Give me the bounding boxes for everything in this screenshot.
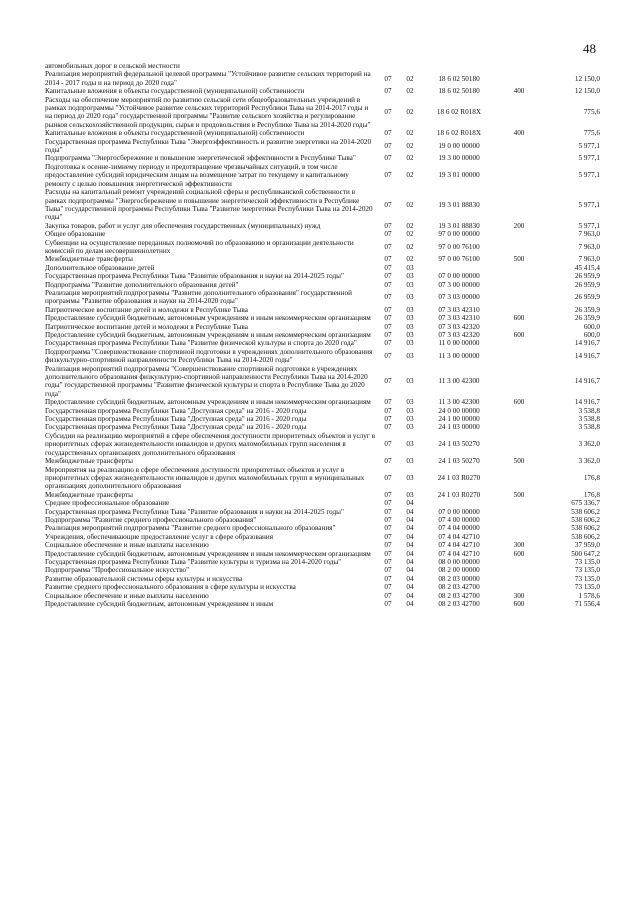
cell-pr: 03 — [406, 398, 414, 407]
table-row — [45, 558, 600, 566]
cell-vr: 600 — [513, 600, 525, 608]
cell-pr: 03 — [406, 322, 414, 331]
cell-cs: 07 3 00 00000 — [438, 280, 480, 289]
table-row — [45, 541, 600, 549]
table-row — [45, 96, 600, 130]
cell-sum: 538 606,2 — [571, 507, 600, 516]
cell-pr: 03 — [406, 406, 414, 415]
cell-pr: 02 — [406, 154, 414, 163]
cell-cs: 08 2 03 00000 — [438, 574, 480, 583]
cell-pr: 04 — [406, 557, 414, 566]
table-row — [45, 222, 600, 230]
cell-name: Расходы на капитальный ремонт учреждений социальной сферы и республиканской собственности в рамках подпрограммы "Энергосбережение и повышение энергетической эффективности в Республике Тыва" государственной программы Республики Тыва "Развитие энергетики Республики Тыва на 2014-2020 годы" — [45, 188, 373, 222]
table-row — [45, 466, 600, 491]
cell-pr: 02 — [406, 87, 414, 96]
table-row — [45, 323, 600, 331]
cell-rz: 07 — [384, 440, 392, 449]
cell-cs: 07 3 03 42320 — [438, 322, 480, 331]
cell-sum: 3 538,8 — [578, 406, 600, 415]
cell-pr: 03 — [406, 293, 414, 302]
cell-sum: 600,0 — [583, 322, 600, 331]
cell-sum: 14 916,7 — [574, 352, 600, 361]
cell-name: Подпрограмма "Развитие среднего профессионального образования" — [45, 515, 257, 524]
cell-name: Реализация мероприятий федеральной целевой программы "Устойчивое развитие сельских территорий на 2014 - 2017 годы и на период до 2020 года" — [45, 70, 371, 87]
cell-cs: 97 0 00 76100 — [438, 242, 480, 251]
cell-vr: 300 — [513, 591, 525, 600]
table-row — [45, 583, 600, 591]
cell-cs: 24 1 03 R0270 — [437, 473, 481, 482]
table-row — [45, 239, 600, 256]
cell-cs: 11 3 00 00000 — [438, 352, 480, 361]
table-row — [45, 87, 600, 95]
cell-sum: 5 977,1 — [578, 221, 600, 230]
table-row — [45, 550, 600, 558]
table-row — [45, 499, 600, 507]
cell-pr: 04 — [406, 507, 414, 516]
cell-name: Предоставление субсидий бюджетным, автономным учреждениям и иным некоммерческим организациям — [45, 549, 371, 558]
cell-sum: 7 963,0 — [578, 242, 600, 251]
cell-cs: 18 6 02 R018Х — [436, 108, 482, 117]
cell-name: Учреждения, обеспечивающие предоставление услуг в сфере образования — [45, 532, 274, 541]
cell-name: Межбюджетные трансферты — [45, 255, 133, 264]
table-row — [45, 314, 600, 322]
cell-vr: 300 — [513, 541, 525, 550]
table-row — [45, 524, 600, 532]
cell-cs: 19 3 00 00000 — [438, 154, 480, 163]
cell-name: Государственная программа Республики Тыва "Доступная среда" на 2016 - 2020 годы — [45, 423, 307, 432]
cell-pr: 03 — [406, 331, 414, 339]
cell-pr: 02 — [406, 200, 414, 209]
cell-sum: 26 359,9 — [574, 314, 600, 323]
cell-name: Государственная программа Республики Тыва "Развитие образования и науки на 2014-2025 годы" — [45, 507, 344, 516]
cell-sum: 73 135,0 — [574, 583, 600, 592]
cell-sum: 73 135,0 — [574, 557, 600, 566]
cell-pr: 04 — [406, 541, 414, 550]
cell-pr: 04 — [406, 515, 414, 524]
table-row — [45, 62, 600, 70]
table-row — [45, 264, 600, 272]
table-row — [45, 516, 600, 524]
table-row — [45, 331, 600, 339]
cell-rz: 07 — [384, 532, 392, 541]
cell-rz: 07 — [384, 415, 392, 424]
cell-vr: 500 — [513, 490, 525, 499]
cell-sum: 176,8 — [583, 490, 600, 499]
cell-pr: 04 — [406, 600, 414, 608]
cell-rz: 07 — [384, 591, 392, 600]
cell-rz: 07 — [384, 154, 392, 163]
cell-pr: 03 — [406, 473, 414, 482]
cell-cs: 24 0 00 00000 — [438, 406, 480, 415]
cell-cs: 07 3 03 00000 — [438, 293, 480, 302]
cell-vr: 400 — [513, 87, 525, 96]
cell-rz: 07 — [384, 272, 392, 281]
cell-cs: 08 2 03 42700 — [438, 591, 480, 600]
cell-pr: 03 — [406, 440, 414, 449]
cell-rz: 07 — [384, 263, 392, 272]
cell-pr: 02 — [406, 141, 414, 150]
table-row — [45, 163, 600, 188]
cell-name: Государственная программа Республики Тыва "Развитие образования и науки на 2014-2025 годы" — [45, 272, 344, 281]
table-row — [45, 600, 600, 608]
table-row — [45, 508, 600, 516]
cell-sum: 500 647,2 — [571, 549, 600, 558]
cell-rz: 07 — [384, 242, 392, 251]
cell-cs: 18 6 02 50180 — [438, 87, 480, 96]
cell-rz: 07 — [384, 305, 392, 314]
cell-sum: 14 916,7 — [574, 377, 600, 386]
cell-sum: 3 538,8 — [578, 423, 600, 432]
cell-vr: 400 — [513, 129, 525, 138]
cell-sum: 14 916,7 — [574, 339, 600, 348]
cell-pr: 04 — [406, 566, 414, 575]
cell-pr: 02 — [406, 242, 414, 251]
cell-name: Развитие среднего профессионального образования в сфере культуры и искусства — [45, 583, 296, 592]
cell-sum: 1 578,6 — [578, 591, 600, 600]
cell-sum: 26 959,9 — [574, 280, 600, 289]
cell-sum: 5 977,1 — [578, 141, 600, 150]
cell-pr: 04 — [406, 499, 414, 508]
table-row — [45, 415, 600, 423]
cell-cs: 11 3 00 42300 — [438, 377, 480, 386]
cell-cs: 19 0 00 00000 — [438, 141, 480, 150]
cell-cs: 07 4 04 42710 — [438, 532, 480, 541]
cell-rz: 07 — [384, 507, 392, 516]
cell-sum: 12 150,0 — [574, 74, 600, 83]
cell-rz: 07 — [384, 524, 392, 533]
cell-sum: 26 959,9 — [574, 272, 600, 281]
cell-vr: 500 — [513, 457, 525, 466]
table-row — [45, 154, 600, 162]
cell-sum: 3 538,8 — [578, 415, 600, 424]
cell-pr: 02 — [406, 108, 414, 117]
cell-cs: 08 2 03 42700 — [438, 600, 480, 608]
cell-rz: 07 — [384, 314, 392, 323]
cell-rz: 07 — [384, 221, 392, 230]
page-number: 48 — [583, 41, 596, 56]
cell-cs: 24 1 00 00000 — [438, 415, 480, 424]
cell-name: Капитальные вложения в объекты государственной (муниципальной) собственности — [45, 87, 305, 96]
cell-cs: 08 0 00 00000 — [438, 557, 480, 566]
cell-rz: 07 — [384, 171, 392, 180]
cell-rz: 07 — [384, 108, 392, 117]
cell-rz: 07 — [384, 583, 392, 592]
table-row — [45, 348, 600, 365]
cell-name: Расходы на обеспечение мероприятий по развитию сельской сети общеобразовательных учреждений в рамках подпрограммы "Устойчивое развитие сельских территорий Республики Тыва на 2014-2017 годы и на период до 2020 года" государственной программы "Развитие сельского хозяйства и регулирование рынков сельскохозяйственной продукции, сырья и продовольствия в Республике Тыва на 2014-2020 годы" — [45, 95, 371, 129]
cell-name: Государственная программа Республики Тыва "Развитие культуры и туризма на 2014-2020 годы" — [45, 557, 342, 566]
cell-name: Подпрограмма "Совершенствование спортивной подготовки в учреждениях дополнительного образования физкультурно-спортивной направленности Республики Тыва на 2014-2020 годы" — [45, 347, 373, 365]
cell-rz: 07 — [384, 331, 392, 339]
table-row — [45, 281, 600, 289]
cell-rz: 07 — [384, 280, 392, 289]
cell-pr: 03 — [406, 280, 414, 289]
cell-pr: 04 — [406, 591, 414, 600]
table-row — [45, 230, 600, 238]
cell-name: Субсидии на реализацию мероприятий в сфере обеспечения доступности приоритетных объектов и услуг в приоритетных сферах жизнедеятельности инвалидов и других маломобильных групп населения в государственных организациях дополнительного образования — [45, 431, 375, 457]
table-row — [45, 339, 600, 347]
cell-pr: 04 — [406, 532, 414, 541]
cell-vr: 200 — [513, 221, 525, 230]
cell-name: Патриотическое воспитание детей и молодежи в Республике Тыва — [45, 322, 248, 331]
cell-pr: 02 — [406, 74, 414, 83]
cell-name: Общее образование — [45, 230, 106, 239]
cell-name: Реализация мероприятий подпрограммы "Развитие дополнительного образования" государственной программы "Развитие образования и науки на 2014-2020 годы" — [45, 288, 352, 306]
cell-vr: 600 — [513, 314, 525, 323]
table-row — [45, 457, 600, 465]
cell-rz: 07 — [384, 549, 392, 558]
cell-pr: 02 — [406, 230, 414, 239]
cell-pr: 03 — [406, 314, 414, 323]
cell-sum: 3 362,0 — [578, 440, 600, 449]
cell-rz: 07 — [384, 352, 392, 361]
cell-cs: 11 0 00 00000 — [438, 339, 480, 348]
cell-rz: 07 — [384, 574, 392, 583]
cell-name: автомобильных дорог в сельской местности — [45, 62, 180, 70]
cell-pr: 03 — [406, 263, 414, 272]
cell-pr: 02 — [406, 171, 414, 180]
cell-rz: 07 — [384, 423, 392, 432]
cell-rz: 07 — [384, 398, 392, 407]
cell-rz: 07 — [384, 457, 392, 466]
table-row — [45, 306, 600, 314]
cell-pr: 03 — [406, 415, 414, 424]
cell-sum: 775,6 — [583, 129, 600, 138]
cell-sum: 26 959,9 — [574, 293, 600, 302]
cell-rz: 07 — [384, 339, 392, 348]
cell-name: Государственная программа Республики Тыва "Доступная среда" на 2016 - 2020 годы — [45, 415, 307, 424]
cell-cs: 19 3 01 88830 — [438, 200, 480, 209]
cell-sum: 45 415,4 — [574, 263, 600, 272]
cell-sum: 600,0 — [583, 331, 600, 339]
cell-name: Дополнительное образование детей — [45, 263, 155, 272]
cell-cs: 24 1 03 00000 — [438, 423, 480, 432]
cell-name: Социальное обеспечение и иные выплаты населению — [45, 591, 209, 600]
cell-cs: 24 1 03 50270 — [438, 440, 480, 449]
cell-name: Предоставление субсидий бюджетным, автономным учреждениям и иным — [45, 600, 274, 608]
cell-pr: 02 — [406, 129, 414, 138]
cell-cs: 07 4 04 42710 — [438, 541, 480, 550]
cell-rz: 07 — [384, 141, 392, 150]
cell-vr: 600 — [513, 549, 525, 558]
cell-pr: 04 — [406, 524, 414, 533]
cell-sum: 775,6 — [583, 108, 600, 117]
cell-sum: 675 336,7 — [571, 499, 600, 508]
table-row — [45, 70, 600, 87]
cell-cs: 19 3 01 00000 — [438, 171, 480, 180]
cell-name: Патриотическое воспитание детей и молодежи в Республике Тыва — [45, 305, 248, 314]
cell-sum: 7 963,0 — [578, 255, 600, 264]
table-row — [45, 289, 600, 306]
cell-rz: 07 — [384, 255, 392, 264]
cell-name: Капитальные вложения в объекты государственной (муниципальной) собственности — [45, 129, 305, 138]
cell-name: Подготовка к осенне-зимнему периоду и предотвращение чрезвычайных ситуаций, в том числе предоставление субсидий юридическим лицам на возмещение затрат по текущему и капитальному ремонту с целью повышения энергетической эффективности — [45, 162, 349, 188]
cell-cs: 07 0 00 00000 — [438, 272, 480, 281]
cell-sum: 538 606,2 — [571, 515, 600, 524]
budget-table — [45, 62, 600, 608]
cell-sum: 7 963,0 — [578, 230, 600, 239]
cell-name: Социальное обеспечение и иные выплаты населению — [45, 541, 209, 550]
cell-sum: 14 916,7 — [574, 398, 600, 407]
cell-pr: 04 — [406, 574, 414, 583]
cell-name: Предоставление субсидий бюджетным, автономным учреждениям и иным некоммерческим организациям — [45, 331, 371, 339]
table-row — [45, 407, 600, 415]
table-row — [45, 566, 600, 574]
cell-cs: 24 1 03 50270 — [438, 457, 480, 466]
cell-rz: 07 — [384, 129, 392, 138]
cell-cs: 24 1 03 R0270 — [437, 490, 481, 499]
table-row — [45, 533, 600, 541]
cell-name: Подпрограмма "Развитие дополнительного образования детей" — [45, 280, 239, 289]
table-row — [45, 188, 600, 222]
cell-name: Межбюджетные трансферты — [45, 457, 133, 466]
cell-rz: 07 — [384, 557, 392, 566]
cell-rz: 07 — [384, 515, 392, 524]
cell-cs: 07 3 03 42310 — [438, 305, 480, 314]
cell-cs: 19 3 01 88830 — [438, 221, 480, 230]
cell-name: Государственная программа Республики Тыва "Энергоэффективность и развитие энергетики на 2014-2020 годы" — [45, 137, 372, 155]
cell-name: Предоставление субсидий бюджетным, автономным учреждениям и иным некоммерческим организациям — [45, 314, 371, 323]
cell-name: Среднее профессиональное образование — [45, 499, 170, 508]
cell-pr: 03 — [406, 339, 414, 348]
cell-cs: 97 0 00 76100 — [438, 255, 480, 264]
cell-cs: 18 6 02 R018Х — [436, 129, 482, 138]
cell-pr: 02 — [406, 221, 414, 230]
cell-rz: 07 — [384, 600, 392, 608]
cell-sum: 538 606,2 — [571, 532, 600, 541]
cell-cs: 08 2 00 00000 — [438, 566, 480, 575]
cell-cs: 11 3 00 42300 — [438, 398, 480, 407]
table-row — [45, 592, 600, 600]
cell-cs: 08 2 03 42700 — [438, 583, 480, 592]
cell-cs: 07 4 04 42710 — [438, 549, 480, 558]
cell-sum: 26 359,9 — [574, 305, 600, 314]
cell-pr: 03 — [406, 377, 414, 386]
cell-name: Развитие образовательной системы сферы культуры и искусства — [45, 574, 243, 583]
table-row — [45, 129, 600, 137]
cell-pr: 03 — [406, 457, 414, 466]
cell-cs: 07 3 03 42320 — [438, 331, 480, 339]
cell-name: Реализация мероприятий подпрограммы "Совершенствование спортивной подготовки в учреждениях дополнительного образования физкультурно-спортивной направленности Республики Тыва на 2014-2020 годы" государственной программы "Развитие физической культуры и спорта в Республике Тыва до 2020 года" — [45, 364, 368, 398]
cell-name: Подпрограмма "Энергосбережение и повышение энергетической эффективности в Республике Тыва" — [45, 154, 356, 163]
cell-cs: 07 4 04 00000 — [438, 524, 480, 533]
cell-sum: 5 977,1 — [578, 154, 600, 163]
cell-name: Государственная программа Республики Тыва "Доступная среда" на 2016 - 2020 годы — [45, 406, 307, 415]
cell-rz: 07 — [384, 87, 392, 96]
table-row — [45, 365, 600, 399]
cell-sum: 538 606,2 — [571, 524, 600, 533]
cell-name: Межбюджетные трансферты — [45, 490, 133, 499]
cell-name: Субвенции на осуществление переданных полномочий по образованию и организации деятельности комиссий по делам несовершеннолетних — [45, 238, 354, 255]
table-row — [45, 432, 600, 457]
cell-rz: 07 — [384, 74, 392, 83]
cell-rz: 07 — [384, 377, 392, 386]
cell-cs: 07 3 03 42310 — [438, 314, 480, 323]
cell-vr: 600 — [513, 331, 525, 339]
cell-rz: 07 — [384, 406, 392, 415]
table-row — [45, 272, 600, 280]
cell-rz: 07 — [384, 200, 392, 209]
cell-name: Государственная программа Республики Тыва "Развитие физической культуры и спорта до 2020 года" — [45, 339, 357, 348]
cell-sum: 37 959,0 — [574, 541, 600, 550]
cell-rz: 07 — [384, 566, 392, 575]
table-row — [45, 398, 600, 406]
cell-name: Подпрограмма "Профессиональное искусство" — [45, 566, 190, 575]
table-row — [45, 575, 600, 583]
cell-pr: 03 — [406, 272, 414, 281]
cell-rz: 07 — [384, 499, 392, 508]
cell-pr: 03 — [406, 305, 414, 314]
cell-pr: 03 — [406, 490, 414, 499]
cell-pr: 04 — [406, 549, 414, 558]
cell-name: Закупка товаров, работ и услуг для обеспечения государственных (муниципальных) нужд — [45, 221, 321, 230]
cell-cs: 07 0 00 00000 — [438, 507, 480, 516]
cell-pr: 03 — [406, 352, 414, 361]
table-row — [45, 423, 600, 431]
table-row — [45, 138, 600, 155]
cell-sum: 71 556,4 — [574, 600, 600, 608]
cell-sum: 5 977,1 — [578, 171, 600, 180]
cell-vr: 600 — [513, 398, 525, 407]
cell-pr: 03 — [406, 423, 414, 432]
cell-name: Предоставление субсидий бюджетным, автономным учреждениям и иным некоммерческим организациям — [45, 398, 371, 407]
cell-rz: 07 — [384, 541, 392, 550]
cell-name: Реализация мероприятий подпрограммы "Развитие среднего профессионального образования" — [45, 524, 336, 533]
cell-sum: 73 135,0 — [574, 566, 600, 575]
cell-rz: 07 — [384, 230, 392, 239]
table-row — [45, 491, 600, 499]
cell-rz: 07 — [384, 293, 392, 302]
cell-pr: 02 — [406, 255, 414, 264]
cell-cs: 07 4 00 00000 — [438, 515, 480, 524]
cell-pr: 04 — [406, 583, 414, 592]
cell-sum: 5 977,1 — [578, 200, 600, 209]
cell-sum: 12 150,0 — [574, 87, 600, 96]
cell-cs: 18 6 02 50180 — [438, 74, 480, 83]
cell-sum: 176,8 — [583, 473, 600, 482]
cell-name: Мероприятия на реализацию в сфере обеспечения доступности приоритетных объектов и услуг в приоритетных сферах жизнедеятельности инвалидов и других маломобильных групп в муниципальных организациях дополнительного образования — [45, 465, 365, 491]
cell-vr: 500 — [513, 255, 525, 264]
table-row — [45, 255, 600, 263]
cell-rz: 07 — [384, 490, 392, 499]
cell-rz: 07 — [384, 473, 392, 482]
cell-rz: 07 — [384, 322, 392, 331]
cell-cs: 97 0 00 00000 — [438, 230, 480, 239]
cell-sum: 3 362,0 — [578, 457, 600, 466]
cell-sum: 73 135,0 — [574, 574, 600, 583]
